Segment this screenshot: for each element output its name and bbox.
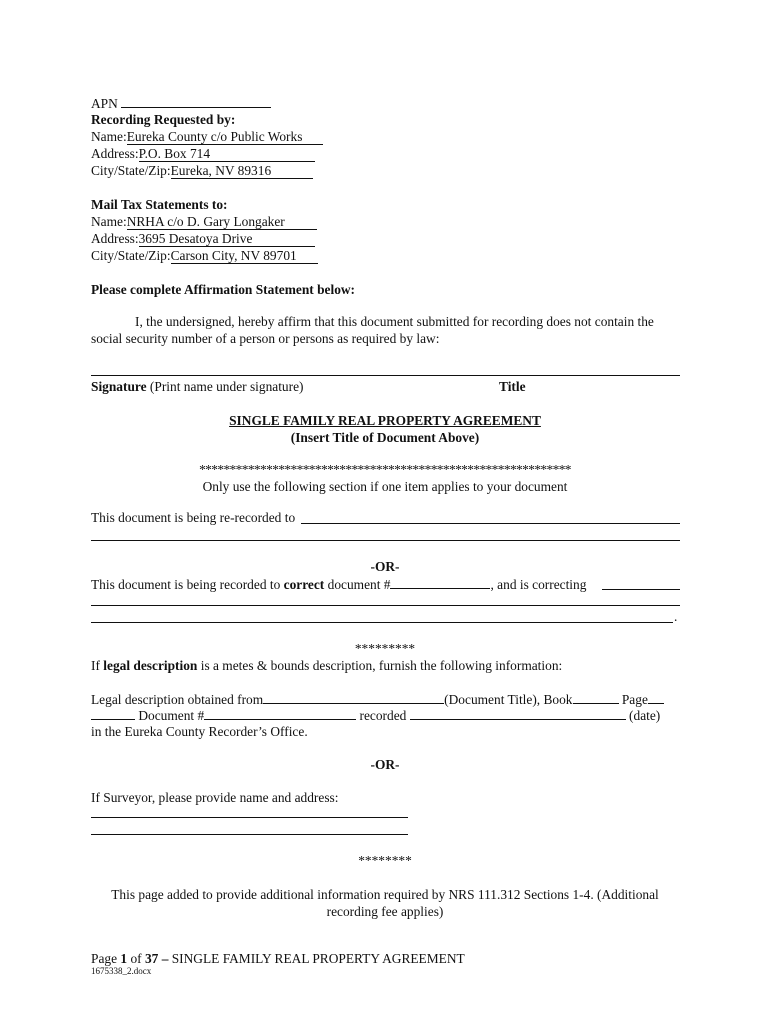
tax-address-value: 3695 Desatoya Drive: [139, 232, 315, 247]
requester-address-line: [91, 145, 315, 162]
tax-name-value: NRHA c/o D. Gary Longaker: [127, 215, 317, 230]
correct-mid: document #: [324, 577, 391, 592]
tax-name-line: [91, 213, 317, 230]
document-title: SINGLE FAMILY REAL PROPERTY AGREEMENT: [229, 413, 541, 428]
or-separator-1: -OR-: [370, 559, 400, 574]
footer-page-word: Page: [91, 951, 121, 966]
apn-blank[interactable]: [121, 94, 271, 108]
legal-doc-title-label: (Document Title), Book: [444, 692, 573, 707]
correct-document-number-blank[interactable]: [390, 575, 490, 589]
tax-city-label: City/State/Zip:: [91, 248, 171, 263]
affirmation-text-line2: social security number of a person or persons as required by law:: [91, 331, 440, 346]
only-use-instruction: Only use the following section if one item applies to your document: [202, 479, 568, 494]
legal-document-title-blank[interactable]: [263, 690, 444, 704]
apn-line: [91, 94, 271, 112]
legal-bold: legal description: [103, 658, 198, 673]
surveyor-blank-line1[interactable]: [91, 817, 408, 818]
requester-name-value: Eureka County c/o Public Works: [127, 130, 323, 145]
affirmation-heading: Please complete Affirmation Statement below:: [91, 282, 356, 297]
requester-city-label: City/State/Zip:: [91, 163, 171, 178]
recording-requested-heading: Recording Requested by:: [91, 112, 236, 127]
surveyor-blank-line2[interactable]: [91, 834, 408, 835]
added-info-line1: This page added to provide additional information required by NRS 111.312 Sections 1-4. (Additional: [111, 887, 659, 902]
correct-pre: This document is being recorded to: [91, 577, 284, 592]
correct-bold: correct: [283, 577, 325, 592]
re-recorded-blank[interactable]: [301, 523, 680, 524]
stars-divider-long: *************************************************************: [199, 462, 571, 477]
footer-page-total: 37: [144, 951, 159, 966]
correcting-blank-line3[interactable]: [91, 622, 673, 623]
re-recorded-blank-line2[interactable]: [91, 540, 680, 541]
legal-document-line: [91, 706, 660, 724]
stars-divider-mid: *********: [354, 641, 416, 656]
title-label: Title: [499, 379, 526, 394]
legal-page-blank-cont[interactable]: [91, 706, 135, 720]
legal-post: is a metes & bounds description, furnish the following information:: [197, 658, 563, 673]
requester-city-value: Eureka, NV 89316: [171, 164, 313, 179]
correcting-period: .: [674, 609, 678, 624]
requester-name-line: [91, 128, 323, 145]
or-separator-2: -OR-: [370, 757, 400, 772]
signature-label: Signature: [91, 379, 147, 394]
correcting-blank-line2[interactable]: [91, 605, 680, 606]
legal-description-instruction: [91, 657, 562, 674]
signature-line[interactable]: [91, 375, 680, 376]
page-footer: [91, 950, 465, 967]
requester-address-value: P.O. Box 714: [139, 147, 315, 162]
stars-divider-short: ********: [358, 853, 412, 868]
added-info-line2: recording fee applies): [326, 904, 444, 919]
footer-page-number: 1: [120, 951, 128, 966]
apn-label: APN: [91, 96, 118, 111]
requester-address-label: Address:: [91, 146, 139, 161]
legal-page-label: Page: [618, 692, 648, 707]
footer-of-word: of: [127, 951, 145, 966]
tax-address-label: Address:: [91, 231, 139, 246]
legal-pre: If: [91, 658, 104, 673]
signature-caption: [91, 378, 303, 395]
legal-office-line: in the Eureka County Recorder’s Office.: [91, 724, 308, 739]
tax-city-value: Carson City, NV 89701: [171, 249, 318, 264]
legal-document-label: Document #: [135, 708, 205, 723]
footer-filename: 1675338_2.docx: [91, 966, 152, 976]
tax-name-label: Name:: [91, 214, 127, 229]
requester-name-label: Name:: [91, 129, 127, 144]
footer-doc-name: SINGLE FAMILY REAL PROPERTY AGREEMENT: [171, 951, 465, 966]
legal-recorded-label: recorded: [356, 708, 410, 723]
tax-city-line: [91, 247, 318, 264]
requester-city-line: [91, 162, 313, 179]
legal-date-label: (date): [625, 708, 661, 723]
legal-page-blank[interactable]: [648, 690, 664, 704]
footer-dash: –: [158, 951, 172, 966]
signature-note: (Print name under signature): [146, 379, 304, 394]
affirmation-text-line1: I, the undersigned, hereby affirm that this document submitted for recording does not contain the: [135, 314, 654, 329]
legal-recorded-date-blank[interactable]: [410, 706, 626, 720]
legal-book-blank[interactable]: [573, 690, 619, 704]
legal-obtained-label: Legal description obtained from: [91, 692, 264, 707]
correct-post: , and is correcting: [490, 577, 587, 592]
surveyor-instruction: If Surveyor, please provide name and address:: [91, 790, 339, 805]
tax-address-line: [91, 230, 315, 247]
re-recorded-text: This document is being re-recorded to: [91, 510, 296, 525]
document-title-note: (Insert Title of Document Above): [290, 430, 480, 445]
mail-tax-heading: Mail Tax Statements to:: [91, 197, 228, 212]
correcting-blank[interactable]: [602, 589, 680, 590]
correct-document-line: [91, 575, 586, 593]
legal-document-number-blank[interactable]: [204, 706, 356, 720]
